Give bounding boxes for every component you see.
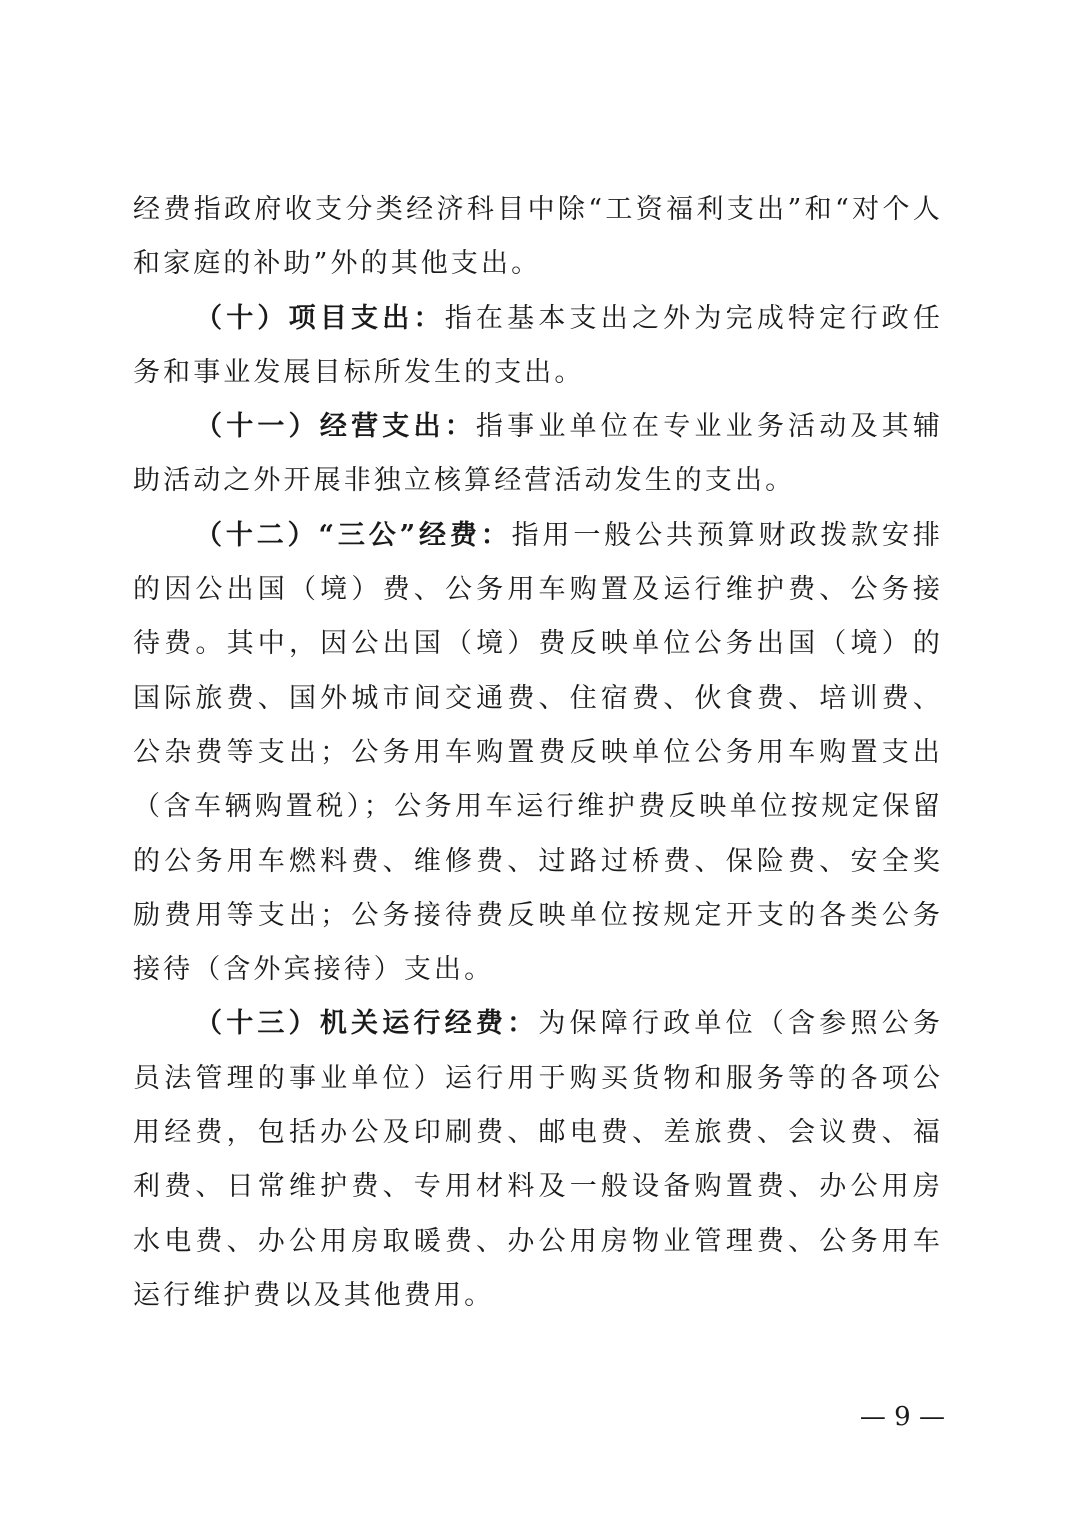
paragraph-text: 指事业单位在专业业务活动及其辅助活动之外开展非独立核算经营活动发生的支出。 [133, 411, 943, 497]
paragraph-text: 经费指政府收支分类经济科目中除“工资福利支出”和“对个人和家庭的补助”外的其他支出。 [133, 194, 943, 280]
paragraph-operating-expenditure [133, 400, 943, 509]
paragraph-heading: （十）项目支出： [195, 302, 445, 334]
paragraph-text: 指在基本支出之外为完成特定行政任务和事业发展目标所发生的支出。 [133, 302, 943, 388]
paragraph-three-public-expenses [133, 509, 943, 998]
document-body [133, 183, 943, 1323]
paragraph-heading: （十三）机关运行经费： [195, 1008, 539, 1040]
page-number: — 9 — [859, 1402, 945, 1432]
paragraph-agency-operating-expenses [133, 997, 943, 1323]
paragraph-continuation [133, 183, 943, 292]
paragraph-text: 指用一般公共预算财政拨款安排的因公出国（境）费、公务用车购置及运行维护费、公务接待费。其中，因公出国（境）费反映单位公务出国（境）的国际旅费、国外城市间交通费、住宿费、伙食费、培训费、公杂费等支出；公务用车购置费反映单位公务用车购置支出（含车辆购置税）；公务用车运行维护费反映单位按规定保留的公务用车燃料费、维修费、过路过桥费、保险费、安全奖励费用等支出；公务接待费反映单位按规定开支的各类公务接待（含外宾接待）支出。 [133, 519, 943, 986]
paragraph-project-expenditure [133, 292, 943, 401]
paragraph-text: 为保障行政单位（含参照公务员法管理的事业单位）运行用于购买货物和服务等的各项公用经费，包括办公及印刷费、邮电费、差旅费、会议费、福利费、日常维护费、专用材料及一般设备购置费、办公用房水电费、办公用房取暖费、办公用房物业管理费、公务用车运行维护费以及其他费用。 [133, 1008, 943, 1311]
paragraph-heading: （十一）经营支出： [195, 411, 476, 443]
paragraph-heading: （十二）“三公”经费： [195, 519, 512, 551]
